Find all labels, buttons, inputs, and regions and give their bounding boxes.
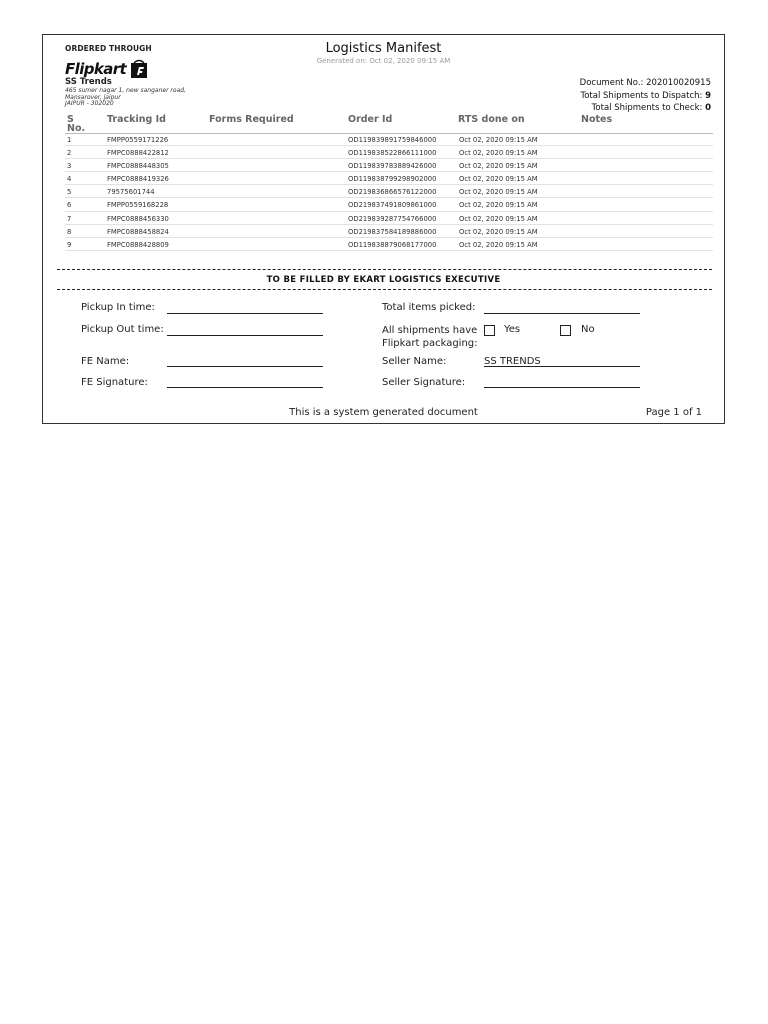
row-order-id: OD119838799298902000 (348, 175, 437, 184)
row-serial: 8 (67, 227, 72, 236)
row-rts-date: Oct 02, 2020 09:15 AM (459, 175, 538, 184)
seller-address-line: JAIPUR - 302020 (65, 100, 114, 107)
seller-name-value: SS TRENDS (484, 356, 541, 367)
table-row (65, 146, 713, 159)
row-tracking-id: FMPP0559168228 (107, 201, 169, 210)
shipments-table-header (65, 115, 713, 134)
column-tracking-id: Tracking Id (107, 114, 166, 125)
column-rts-done-on: RTS done on (458, 114, 525, 125)
row-rts-date: Oct 02, 2020 09:15 AM (459, 162, 538, 171)
row-order-id: OD219837584189886000 (348, 227, 437, 236)
table-row (65, 172, 713, 185)
no-checkbox[interactable] (560, 325, 571, 336)
system-generated-note: This is a system generated document (289, 407, 478, 418)
check-count: 0 (705, 103, 711, 113)
fe-name-field[interactable] (167, 366, 323, 367)
row-tracking-id: FMPC0888458824 (107, 227, 169, 236)
seller-signature-label: Seller Signature: (382, 377, 466, 388)
row-serial: 4 (67, 175, 72, 184)
fe-signature-label: FE Signature: (81, 377, 148, 388)
document-number (580, 77, 711, 90)
row-order-id: OD219836866576122000 (348, 188, 437, 197)
seller-name-field[interactable] (484, 366, 640, 367)
dispatch-label: Total Shipments to Dispatch: (580, 90, 706, 101)
row-rts-date: Oct 02, 2020 09:15 AM (459, 136, 538, 144)
row-order-id: OD219837491809861000 (348, 201, 437, 210)
row-order-id: OD119838879068177000 (348, 240, 437, 249)
row-tracking-id: FMPC0888422812 (107, 149, 169, 158)
generated-timestamp: Generated on: Oct 02, 2020 09:15 AM (316, 57, 451, 65)
yes-checkbox[interactable] (484, 325, 495, 336)
shipments-to-dispatch (580, 90, 711, 103)
document-number-label: Document No.: (579, 78, 647, 88)
table-row (65, 185, 713, 198)
ordered-through-label: ORDERED THROUGH (65, 44, 152, 53)
seller-address-line: Mansarover, jaipur (65, 93, 121, 101)
row-tracking-id: 79575601744 (107, 188, 155, 197)
row-serial: 1 (67, 136, 72, 144)
row-serial: 5 (67, 188, 72, 197)
column-serial-number-line2: No. (67, 123, 86, 134)
manifest-document (42, 34, 725, 424)
table-row (65, 159, 713, 172)
column-forms-required: Forms Required (209, 114, 294, 125)
row-rts-date: Oct 02, 2020 09:15 AM (459, 214, 538, 223)
table-row (65, 225, 713, 238)
pickup-out-field[interactable] (167, 335, 323, 336)
document-title: Logistics Manifest (325, 41, 442, 56)
column-serial-number-line1: S (67, 114, 74, 125)
row-serial: 9 (67, 240, 72, 249)
row-tracking-id: FMPP0559171226 (107, 136, 169, 144)
fe-name-label: FE Name: (81, 356, 130, 367)
row-tracking-id: FMPC0888428809 (107, 240, 169, 249)
row-serial: 3 (67, 162, 72, 171)
column-serial-number (67, 115, 85, 133)
seller-name-label: Seller Name: (382, 356, 447, 367)
pickup-in-field[interactable] (167, 313, 323, 314)
table-row (65, 238, 713, 251)
row-rts-date: Oct 02, 2020 09:15 AM (459, 227, 538, 236)
row-tracking-id: FMPC0888419326 (107, 175, 169, 184)
brand-name: Flipkart (65, 60, 127, 78)
total-items-label: Total items picked: (382, 302, 476, 313)
shipments-table-body (65, 133, 713, 251)
row-tracking-id: FMPC0888448305 (107, 162, 169, 171)
fe-signature-field[interactable] (167, 387, 323, 388)
executive-section-title: TO BE FILLED BY EKART LOGISTICS EXECUTIVE (266, 275, 501, 285)
shipments-to-check (580, 102, 711, 115)
row-order-id: OD219839287754766000 (348, 214, 437, 223)
dashed-divider (57, 289, 712, 290)
seller-signature-field[interactable] (484, 387, 640, 388)
table-row (65, 198, 713, 211)
column-order-id: Order Id (348, 114, 393, 125)
packaging-label-line1: All shipments have (382, 325, 478, 336)
row-tracking-id: FMPC0888456330 (107, 214, 169, 223)
table-row (65, 133, 713, 146)
row-rts-date: Oct 02, 2020 09:15 AM (459, 201, 538, 210)
row-rts-date: Oct 02, 2020 09:15 AM (459, 188, 538, 197)
row-serial: 2 (67, 149, 72, 158)
row-order-id: OD119839891759846000 (348, 136, 437, 144)
yes-label: Yes (504, 324, 521, 335)
row-serial: 6 (67, 201, 72, 210)
document-meta (580, 77, 711, 115)
row-rts-date: Oct 02, 2020 09:15 AM (459, 149, 538, 158)
packaging-label (382, 324, 478, 350)
column-notes: Notes (581, 114, 613, 125)
check-label: Total Shipments to Check: (591, 103, 706, 113)
dashed-divider (57, 269, 712, 270)
row-rts-date: Oct 02, 2020 09:15 AM (459, 240, 538, 249)
document-number-value: 202010020915 (646, 78, 711, 88)
pickup-out-label: Pickup Out time: (81, 324, 164, 335)
page-number: Page 1 of 1 (645, 407, 702, 418)
pickup-in-label: Pickup In time: (81, 302, 155, 313)
table-row (65, 212, 713, 225)
dispatch-count: 9 (705, 90, 711, 101)
seller-address (65, 88, 186, 108)
no-label: No (581, 324, 595, 335)
packaging-label-line2: Flipkart packaging: (382, 338, 478, 349)
row-order-id: OD119839783889426000 (348, 162, 437, 171)
seller-address-line: 465 sumer nagar 1, new sanganer road, (65, 87, 186, 94)
seller-name: SS Trends (65, 77, 112, 87)
row-order-id: OD119838522866111000 (348, 149, 437, 158)
total-items-field[interactable] (484, 313, 640, 314)
row-serial: 7 (67, 214, 72, 223)
